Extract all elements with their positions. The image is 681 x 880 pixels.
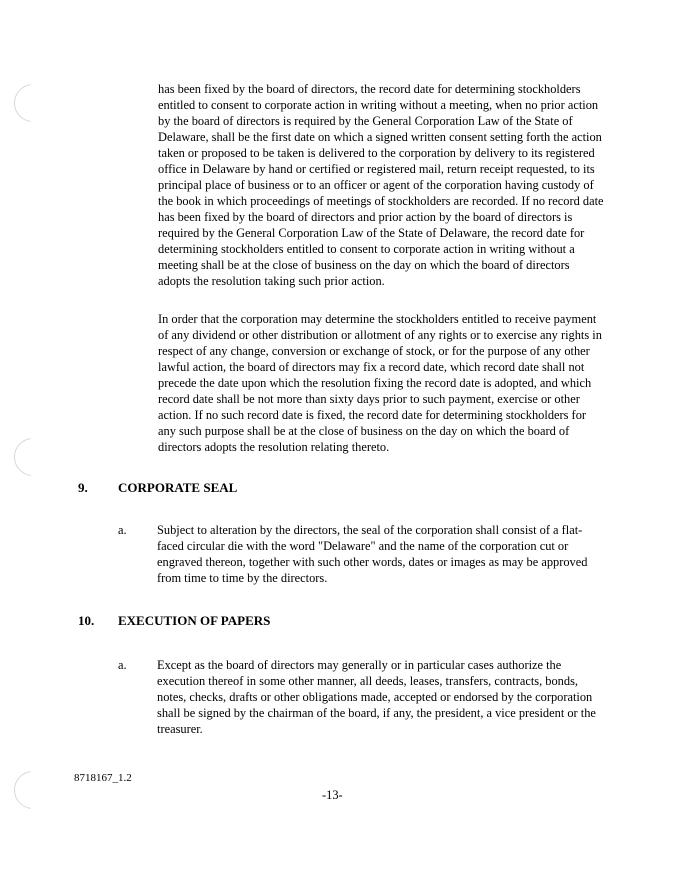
document-id: 8718167_1.2 (74, 772, 132, 784)
section-heading (78, 613, 478, 629)
binder-hole-mark (14, 771, 52, 809)
item-marker: a. (118, 523, 127, 537)
section-title: EXECUTION OF PAPERS (118, 613, 271, 628)
item-text: Subject to alteration by the directors, the seal of the corporation shall consist of a flat-faced circular die with the word "Delaware" and the name of the corporation cut or engraved thereon, together with such other words, dates or images as may be approved from time to time by the directors. (157, 523, 588, 585)
item-text: Except as the board of directors may generally or in particular cases authorize the execution thereof in some other manner, all deeds, leases, transfers, contracts, bonds, notes, checks, drafts or other obligations made, accepted or endorsed by the corporation shall be signed by the chairman of the board, if any, the president, a vice president or the treasurer. (157, 658, 596, 736)
body-paragraph: In order that the corporation may determine the stockholders entitled to receive payment of any dividend or other distribution or allotment of any rights or to exercise any rights in respect of any change, conversion or exchange of stock, or for the purpose of any other lawful action, the board of directors may fix a record date, which record date shall not precede the date upon which the resolution fixing the record date is adopted, and which record date shall be not more than sixty days prior to such payment, exercise or other action. If no such record date is fixed, the record date for determining stockholders for any such purpose shall be at the close of business on the day on which the board of directors adopts the resolution relating thereto. (158, 312, 602, 454)
item-marker: a. (118, 658, 127, 672)
binder-hole-mark (14, 438, 52, 476)
binder-hole-mark (14, 84, 52, 122)
section-number: 9. (78, 480, 88, 495)
page-number: -13- (322, 788, 343, 802)
section-title: CORPORATE SEAL (118, 480, 238, 495)
section-heading (78, 480, 478, 496)
section-number: 10. (78, 613, 95, 628)
body-paragraph: has been fixed by the board of directors, the record date for determining stockholders entitled to consent to corporate action in writing without a meeting, when no prior action by the board of directors is required by the General Corporation Law of the State of Delaware, shall be the first date on which a signed written consent setting forth the action taken or proposed to be taken is delivered to the corporation by delivery to its registered office in Delaware by hand or certified or registered mail, return receipt requested, to its principal place of business or to an officer or agent of the corporation having custody of the book in which proceedings of meetings of stockholders are recorded. If no record date has been fixed by the board of directors and prior action by the board of directors is required by the General Corporation Law of the State of Delaware, the record date for determining stockholders entitled to consent to corporate action in writing without a meeting shall be at the close of business on the day on which the board of directors adopts the resolution taking such prior action. (158, 82, 604, 288)
